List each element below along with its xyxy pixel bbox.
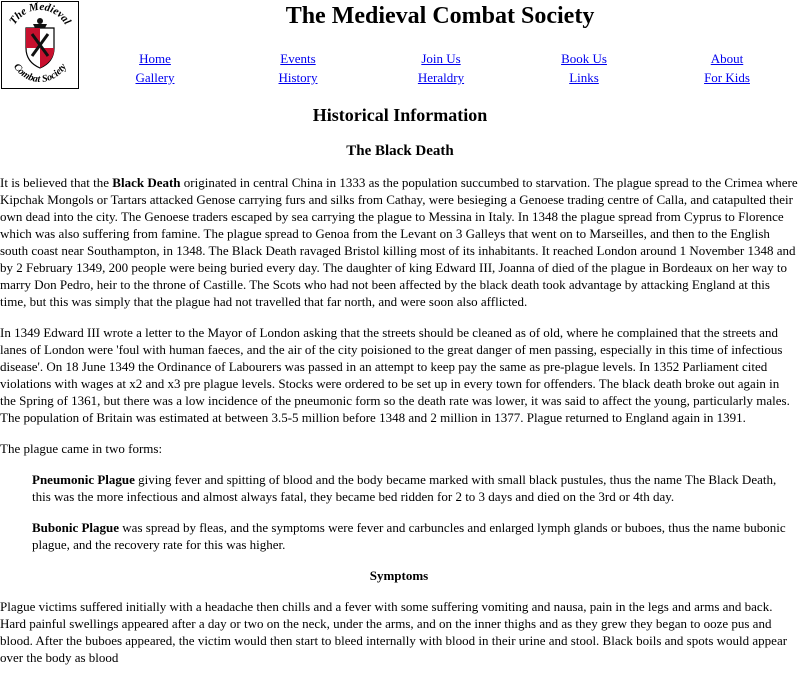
paragraph-symptoms: Plague victims suffered initially with a headache then chills and a fever with some suffering vomiting and nausa, pain in the legs and arms and back. Hard painful swellings appeared after a day or two on the neck, under the arms, and on the inner thighs and as they grew they began to ooze pus and blood. After the buboes appeared, the victim would then start to bleed internally with blood in their urine and stool. Black boils and spots would appear over the body as blood: [0, 599, 788, 665]
nav-for-kids[interactable]: For Kids: [704, 70, 750, 85]
bold-term: Black Death: [112, 175, 181, 190]
plague-forms: [32, 471, 798, 553]
nav-about[interactable]: About: [710, 51, 744, 66]
society-logo[interactable]: [1, 1, 79, 89]
nav-history[interactable]: History: [278, 70, 318, 85]
form-pneumonic: [32, 471, 798, 505]
nav-book-us[interactable]: Book Us: [561, 51, 607, 66]
nav-row-2: [80, 70, 800, 88]
article-body: [0, 174, 798, 680]
crest-icon: [2, 2, 78, 88]
svg-text:Combat Society: Combat Society: [11, 61, 69, 86]
article-title: The Black Death: [346, 143, 454, 159]
form-description: giving fever and spitting of blood and the body became marked with small black pustules, thus the name The Black Death, this was the more infectious and almost always fatal, they became bed ridden for 2 to 3 days and died on the 3rd or 4th day.: [32, 472, 777, 504]
form-bubonic: [32, 519, 798, 553]
form-description: was spread by fleas, and the symptoms were fever and carbuncles and enlarged lymph glands or buboes, thus the name bubonic plague, and the recovery rate for this was higher.: [32, 520, 786, 552]
nav-links[interactable]: Links: [569, 70, 599, 85]
svg-text:The Medieval: The Medieval: [7, 2, 74, 27]
nav-events[interactable]: Events: [280, 51, 316, 66]
form-name: Bubonic Plague: [32, 520, 120, 535]
symptoms-heading: Symptoms: [369, 568, 429, 583]
nav-join-us[interactable]: Join Us: [421, 51, 461, 66]
text-span: It is believed that the: [0, 175, 113, 190]
paragraph-edward-iii: In 1349 Edward III wrote a letter to the Mayor of London asking that the streets should be cleaned as of old, where he complained that the streets and lanes of London were 'foul with human faeces, and the air of the city poisioned to the great danger of men passing, especially in this time of infectious disease'. On 18 June 1349 the Ordinance of Labourers was passed in an attempt to keep pay the same as pre-plague levels. In 1352 Parliament cited violations with wages at x2 and x3 pre plague levels. Stocks were ordered to be set up in every town for offenders. The black death broke out again in the Spring of 1361, but there was a low incidence of the pneumonic form so the death rate was lower, it was said to affect the young, particularly males. The population of Britain was estimated at between 3.5-5 million before 1348 and 2 million in 1377. Plague returned to England again in 1391.: [0, 325, 790, 425]
form-name: Pneumonic Plague: [32, 472, 135, 487]
site-title: The Medieval Combat Society: [285, 3, 595, 29]
paragraph-origin: [0, 174, 798, 310]
section-title: Historical Information: [312, 105, 488, 125]
nav-heraldry[interactable]: Heraldry: [417, 70, 465, 85]
text-span: originated in central China in 1333 as the population succumbed to starvation. The plague spread to the Crimea where Kipchak Mongols or Tartars attacked Genose carrying furs and silks from Cathay, were besieging a Genoese trading centre of Calla, and catapulted their own dead into the city. The Genoese traders escaped by sea carrying the plague to Messina in Italy. In 1348 the plague spread from Cyprus to Florence which was also suffering from famine. The plague spread to Genoa from the Levant on 3 Galleys that went on to Marseilles, and then to the English south coast near Southampton, in 1348. The Black Death ravaged Bristol killing most of its inhabitants. It reached London around 1 November 1348 and by 2 February 1349, 200 people were being buried every day. The daughter of king Edward III, Joanna of died of the plague in Bordeaux on her way to marry Don Pedro, heir to the throne of Castille. The Scots who had not been affected by the black death took advantage by attacking England at this time, but this was simply that the plague had not travelled that far north, and were soon also afflicted.: [0, 175, 798, 309]
nav-gallery[interactable]: Gallery: [135, 70, 175, 85]
paragraph-forms-intro: The plague came in two forms:: [0, 441, 163, 456]
nav-home[interactable]: Home: [139, 51, 171, 66]
nav-row-1: [80, 51, 800, 69]
